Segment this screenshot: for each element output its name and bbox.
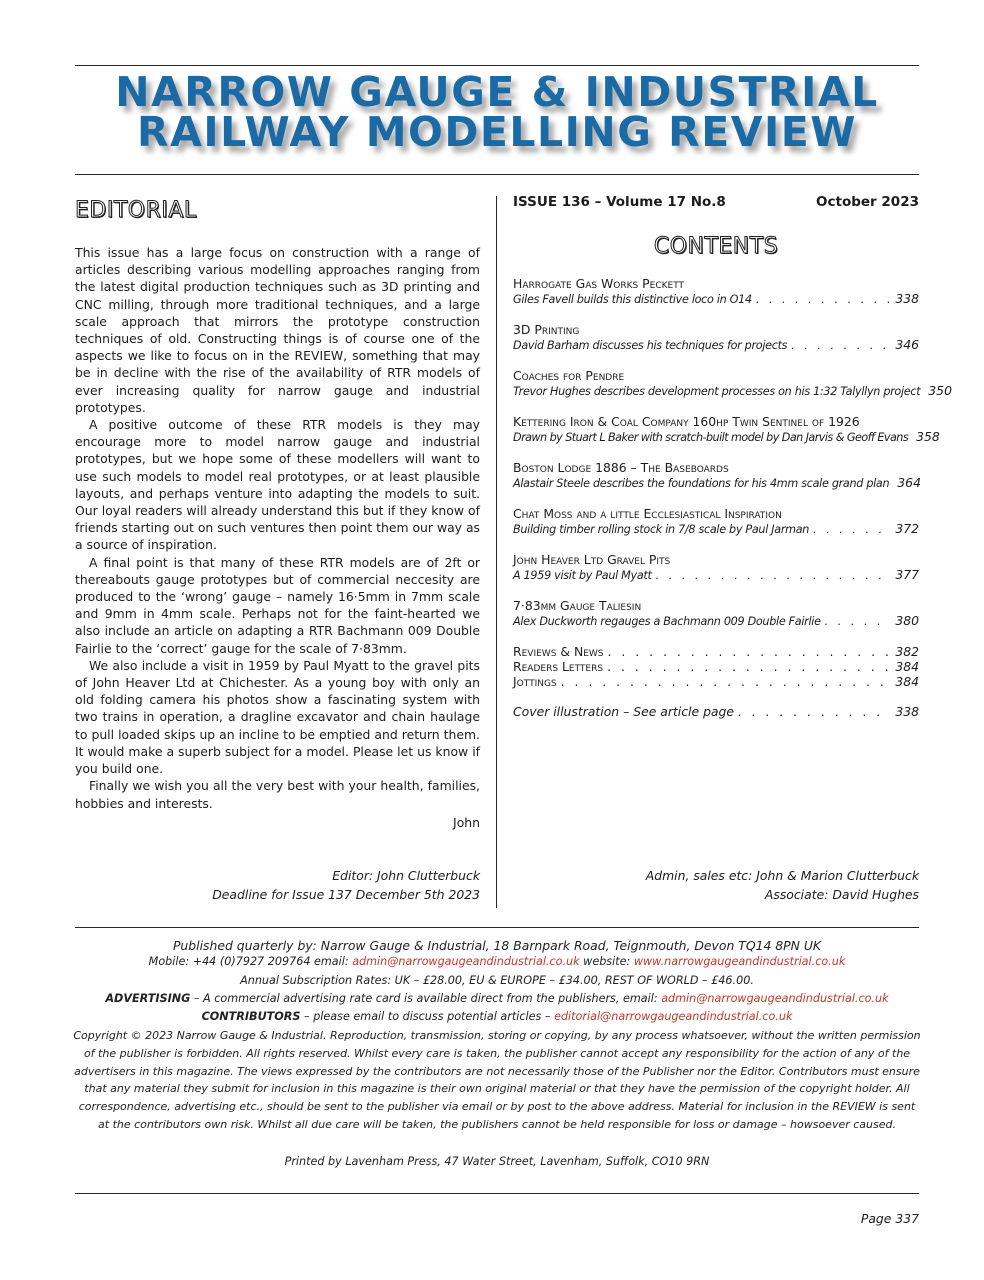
masthead <box>75 68 919 156</box>
contents-entry[interactable] <box>513 674 919 689</box>
editorial-paragraph: Finally we wish you all the very best with your health, families, hobbies and interests. <box>75 778 480 811</box>
contents-list <box>513 276 952 719</box>
advertising-email-link[interactable]: admin@narrowgaugeandindustrial.co.uk <box>661 992 889 1005</box>
entry-title: Readers Letters <box>513 659 604 674</box>
contents-entry[interactable] <box>513 598 919 629</box>
entry-title: John Heaver Ltd Gravel Pits <box>513 552 671 567</box>
admin-line: Admin, sales etc: John & Marion Clutterbuck <box>645 868 919 883</box>
editor-name: Editor: John Clutterbuck <box>332 868 480 883</box>
contents-entry[interactable] <box>513 552 919 583</box>
admin-credit <box>513 866 919 904</box>
entry-subtitle: Alastair Steele describes the foundations for his 4mm scale grand plan <box>513 477 890 490</box>
advertising-line <box>75 992 919 1005</box>
website-link[interactable]: www.narrowgaugeandindustrial.co.uk <box>633 955 846 968</box>
contents-entry[interactable] <box>513 414 940 445</box>
entry-subtitle: Giles Favell builds this distinctive loco in O14 <box>513 293 752 306</box>
entry-page: 364 <box>897 475 921 490</box>
entry-subtitle: Drawn by Stuart L Baker with scratch-built model by Dan Jarvis & Geoff Evans <box>513 431 909 444</box>
contact-line <box>75 955 919 968</box>
entry-subtitle: David Barham discusses his techniques for projects <box>513 339 788 352</box>
entry-subtitle: Trevor Hughes describes development processes on his 1:32 Talyllyn project <box>513 385 921 398</box>
entry-page: 338 <box>895 291 919 306</box>
admin-email-link[interactable]: admin@narrowgaugeandindustrial.co.uk <box>352 955 580 968</box>
footer-rule-top <box>75 927 919 928</box>
issue-line <box>513 194 919 210</box>
editorial-heading: EDITORIAL <box>75 198 197 223</box>
editorial-body <box>75 244 480 831</box>
entry-page: 338 <box>895 704 919 719</box>
contributors-text: – please email to discuss potential articles – <box>304 1010 551 1023</box>
contents-entry[interactable] <box>513 460 919 491</box>
entry-title: Coaches for Pendre <box>513 368 625 383</box>
entry-page: 358 <box>916 429 940 444</box>
contents-entry[interactable] <box>513 506 919 537</box>
contents-entry[interactable] <box>513 322 919 353</box>
cover-label: Cover illustration – See article page <box>513 704 735 719</box>
entry-title: 3D Printing <box>513 322 580 337</box>
entry-page: 380 <box>895 613 919 628</box>
editorial-paragraph: A positive outcome of these RTR models is they may encourage more to model narrow gauge and industrial prototypes, but we hope some of these modellers will want to use such models to model real prototypes, or at least plausible layouts, and perhaps venture into adapting the models to suit. Our loyal readers will already understand this but if they know of friends starting out on such ventures then point them our way as a source of inspiration. <box>75 417 480 553</box>
entry-title: Boston Lodge 1886 – The Baseboards <box>513 460 729 475</box>
entry-page: 384 <box>895 674 919 689</box>
leader-dots <box>825 614 892 629</box>
editorial-signature: John <box>453 814 480 830</box>
entry-subtitle: Alex Duckworth regauges a Bachmann 009 Double Fairlie <box>513 615 821 628</box>
contents-entry[interactable] <box>513 644 919 659</box>
masthead-rule <box>75 174 919 175</box>
leader-dots <box>791 338 891 353</box>
page-number: Page 337 <box>860 1211 919 1226</box>
associate-line: Associate: David Hughes <box>764 887 919 902</box>
entry-title: Jottings <box>513 674 557 689</box>
mobile-label: Mobile: +44 (0)7927 209764 email: <box>148 955 349 968</box>
contributors-email-link[interactable]: editorial@narrowgaugeandindustrial.co.uk <box>554 1010 793 1023</box>
entry-page: 377 <box>895 567 919 582</box>
editorial-paragraph: This issue has a large focus on construction with a range of articles describing various modelling approaches ranging from the latest digital production techniques such as 3D printing and CNC milling, through more traditional techniques, and a large scale approach that mirrors the prototype construction techniques of old. Constructing things is of course one of the aspects we like to focus on in the REVIEW, something that may be in decline with the rise of the availability of RTR models of ever increasing quality for narrow gauge and industrial prototypes. <box>75 245 480 415</box>
contents-entry[interactable] <box>513 368 952 399</box>
entry-subtitle: Building timber rolling stock in 7/8 scale by Paul Jarman <box>513 523 810 536</box>
entry-subtitle: A 1959 visit by Paul Myatt <box>513 569 652 582</box>
leader-dots <box>813 522 891 537</box>
contents-heading: CONTENTS <box>653 234 779 259</box>
contents-entry[interactable] <box>513 659 919 674</box>
column-divider <box>496 196 497 908</box>
leader-dots <box>756 292 892 307</box>
entry-page: 384 <box>895 659 919 674</box>
regulars-block <box>513 644 919 689</box>
entry-page: 382 <box>895 644 919 659</box>
printed-line: Printed by Lavenham Press, 47 Water Street, Lavenham, Suffolk, CO10 9RN <box>284 1155 710 1168</box>
cover-illustration-entry[interactable] <box>513 704 919 719</box>
contributors-line <box>75 1010 919 1023</box>
leader-dots <box>607 659 891 674</box>
leader-dots <box>656 568 892 583</box>
editorial-paragraph: A final point is that many of these RTR models are of 2ft or thereabouts gauge prototypes but of commercial neccesity are produced to the ‘wrong’ gauge – namely 16·5mm in 7mm scale and 9mm in 4mm scale. Perhaps not for the faint-hearted we also include an article on adapting a RTR Bachmann 009 Double Fairlie to the ‘correct’ gauge for the scale of 7·83mm. <box>75 554 480 656</box>
leader-dots <box>608 644 892 659</box>
entry-title: Harrogate Gas Works Peckett <box>513 276 685 291</box>
issue-date: October 2023 <box>816 194 919 210</box>
entry-page: 350 <box>928 383 952 398</box>
editor-credit <box>75 866 480 904</box>
contributors-label: CONTRIBUTORS <box>201 1010 301 1023</box>
masthead-line-2: RAILWAY MODELLING REVIEW <box>137 108 857 156</box>
issue-label: ISSUE 136 – Volume 17 No.8 <box>513 194 726 210</box>
entry-title: 7·83mm Gauge Taliesin <box>513 598 642 613</box>
website-label: website: <box>583 955 631 968</box>
entry-title: Reviews & News <box>513 644 604 659</box>
entry-title: Kettering Iron & Coal Company 160hp Twin Sentinel of 1926 <box>513 414 860 429</box>
contents-entry[interactable] <box>513 276 919 307</box>
advertising-text: – A commercial advertising rate card is available direct from the publishers, email: <box>193 992 658 1005</box>
leader-dots <box>561 674 892 689</box>
entry-page: 346 <box>895 337 919 352</box>
advertising-label: ADVERTISING <box>105 992 191 1005</box>
subscription-line: Annual Subscription Rates: UK – £28.00, EU & EUROPE – £34.00, REST OF WORLD – £46.00. <box>240 974 754 987</box>
footer-rule-bottom <box>75 1193 919 1194</box>
editorial-paragraph: We also include a visit in 1959 by Paul Myatt to the gravel pits of John Heaver Ltd at Chichester. As a young boy with only an old folding camera his photos show a fascinating system with two trains in operation, a dragline excavator and chain haulage to pull loaded skips up an incline to be emptied and return them. It would make a superb subject for a model. Please let us know if you build one. <box>75 657 480 777</box>
copyright-notice: Copyright © 2023 Narrow Gauge & Industrial. Reproduction, transmission, storing or copying, by any process whatsoever, without the written permission of the publisher is forbidden. All rights reserved. Whilst every care is taken, the publisher cannot accept any responsibility for the action of any of the advertisers in this magazine. The views expressed by the contributors are not necessarily those of the Publisher nor the Editor. Contributors must ensure that any material they submit for inclusion in this magazine is their own original material or that they have the permission of the copyright holder. All correspondence, advertising etc., should be sent to the publisher via email or by post to the above address. Material for inclusion in the REVIEW is sent at the contributors own risk. Whilst all due care will be taken, the publishers cannot be held responsible for loss or damage – howsoever caused. <box>73 1029 921 1131</box>
deadline: Deadline for Issue 137 December 5th 2023 <box>212 887 480 902</box>
top-rule <box>75 65 919 66</box>
leader-dots <box>738 704 891 719</box>
published-line: Published quarterly by: Narrow Gauge & Industrial, 18 Barnpark Road, Teignmouth, Devon TQ14 8PN UK <box>172 938 822 953</box>
entry-page: 372 <box>895 521 919 536</box>
masthead-line-1: NARROW GAUGE & INDUSTRIAL <box>115 68 879 116</box>
entry-title: Chat Moss and a little Ecclesiastical Inspiration <box>513 506 782 521</box>
